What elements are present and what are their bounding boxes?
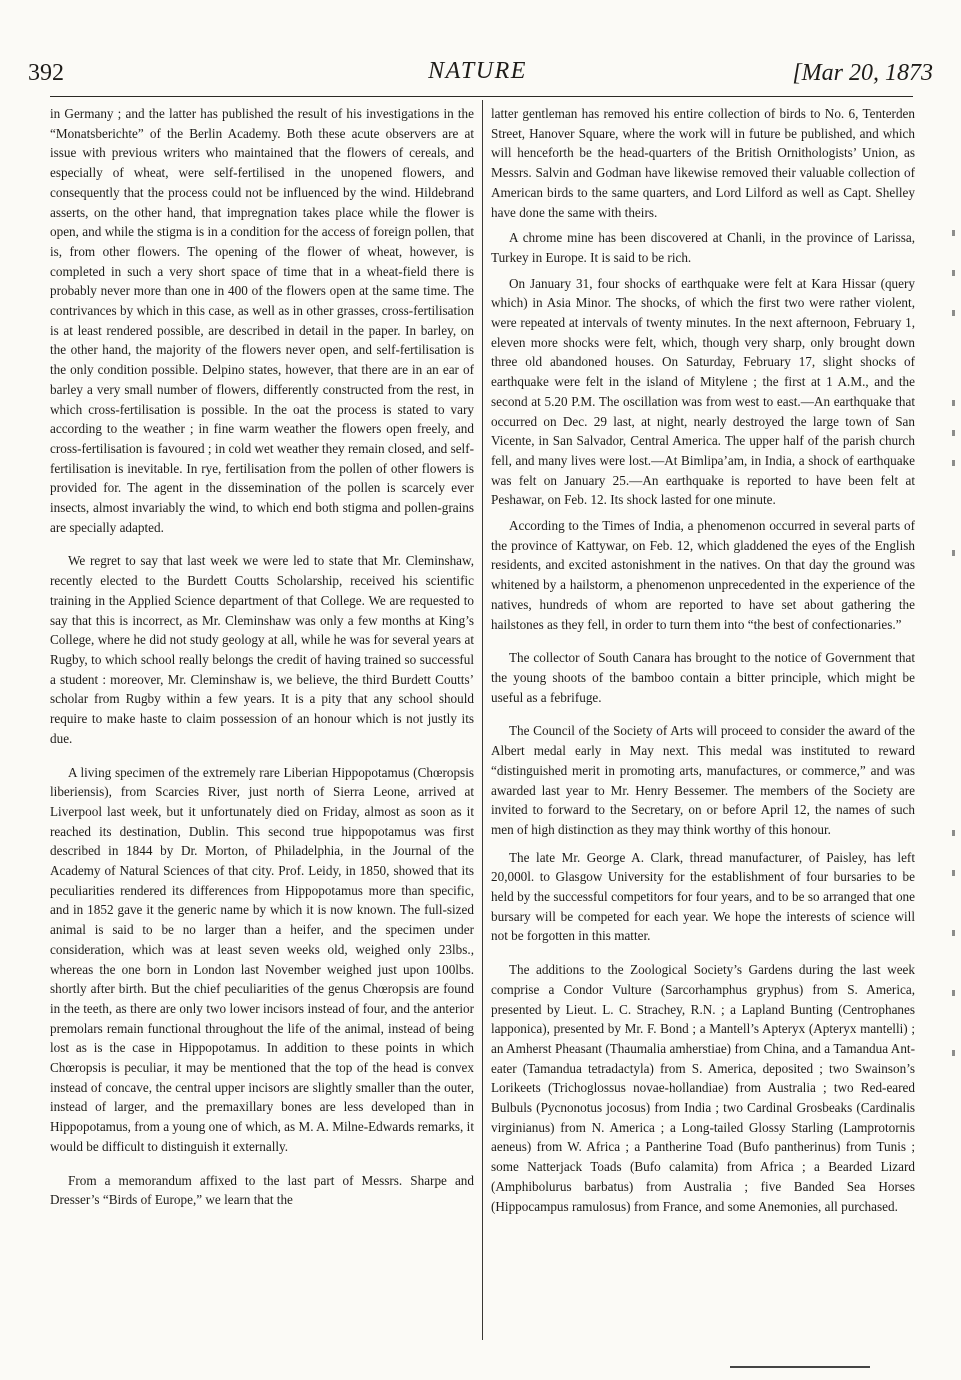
article-paragraph: A living specimen of the extremely rare Liberian Hippopotamus (Chœropsis liberiensis), from Scarcies River, just north of Sierra Leone, arrived at Liverpool last week, but it unfortunately died on Friday, almost as soon as it reached its destination, Dublin. This second true hippopotamus was first described in 1844 by Dr. Morton, of Philadelphia, in the Journal of the Academy of Natural Sciences of that city. Prof. Leidy, in 1850, showed that its peculiarities rendered its differences from Hippopotamus more than specific, and in 1852 gave it the generic name by which it is now known. The full-sized animal is said to be no larger than a heifer, and the specimen under consideration, which was at least seven weeks old, weighed only 23lbs., whereas the one born in London last November weighed just upon 100lbs. shortly after birth. But the chief peculiarities of the genus Chœropsis are found in the teeth, as there are only two lower incisors instead of four, and the anterior premolars remain functional throughout the life of the animal, instead of being lost as is the case in Hippopotamus. In addition to these points in which Chœropsis is peculiar, it may be mentioned that the top of the head is convex instead of concave, the central upper incisors are slightly smaller than the outer, instead of larger, and the premaxillary bones are less developed than in Hippopotamus, from a young one of which, as M. A. Milne-Edwards remarks, it would be difficult to distinguish it externally. [50, 764, 474, 1154]
issue-date: [Mar 20, 1873 [792, 60, 933, 86]
article-paragraph: We regret to say that last week we were led to state that Mr. Cleminshaw, recently elected to the Burdett Coutts Scholarship, received his scientific training in the Applied Science department of that College. We are requested to say that this is incorrect, as Mr. Cleminshaw was only a few months at King’s College, where he did not study geology at all, while he was for several years at Rugby, to which school really belongs the credit of having trained so successful a student : moreover, Mr. Cleminshaw is, we believe, the third Burdett Coutts’ scholar from Rugby within a few years. It is a pity that any school should require to make haste to claim possession of an honour which is not justly its due. [50, 553, 474, 746]
journal-title: NATURE [428, 58, 527, 84]
footer-rule [730, 1366, 870, 1368]
article-paragraph: A chrome mine has been discovered at Chanli, in the province of Larissa, Turkey in Europe. It is said to be rich. [491, 230, 915, 265]
column-divider [482, 100, 483, 1340]
article-paragraph: The additions to the Zoological Society’s Gardens during the last week comprise a Condor Vulture (Sarcorhamphus gryphus) from S. America, presented by Lieut. L. C. Strachey, R.N. ; a Lapland Bunting (Centrophanes lapponica), presented by Mr. F. Bond ; a Mantell’s Apteryx (Apteryx mantelli) ; an Amherst Pheasant (Thaumalia amherstiae) from China, and a Tamandua Ant-eater (Tamandua tetradactyla) from S. America, deposited ; two Swainson’s Lorikeets (Trichoglossus novae-hollandiae) from Australia ; two Red-eared Bulbuls (Pycnonotus jocosus) from India ; two Cardinal Grosbeaks (Cardinalis virginianus) from N. America ; a Long-tailed Glossy Starling (Lamprotornis aeneus) from W. Africa ; a Pantherine Toad (Bufo pantherinus) from Tunis ; some Natterjack Toads (Bufo calamita) from Africa ; a Bearded Lizard (Amphibolurus barbatus) from Australia ; five Banded Sea Horses (Hippocampus ramulosus) from France, and some Anemonies, all purchased. [491, 962, 915, 1214]
page-header [20, 58, 935, 94]
page-number: 392 [28, 60, 64, 86]
article-paragraph: latter gentleman has removed his entire collection of birds to No. 6, Tenterden Street, Hanover Square, where the work will in future be published, and which will henceforth be the head-quarters of the British Ornithologists’ Union, as Messrs. Salvin and Godman have likewise removed their valuable collection of American birds to the same quarters, and Lord Lilford as well as Capt. Shelley have done the same with theirs. [491, 106, 915, 220]
header-rule [50, 96, 913, 97]
article-paragraph: in Germany ; and the latter has published the result of his investigations in the “Monatsberichte” of the Berlin Academy. Both these acute observers are at issue with previous writers who maintained that the flowers of cereals, and especially of wheat, were self-fertilised in the unopened flowers, and consequently that the process could not be influenced by the wind. Hildebrand asserts, on the other hand, that impregnation takes place while the flower is open, and while the stigma is in a condition for the access of foreign pollen, that is, from other flowers. The opening of the flower of wheat, however, is completed in such a very short space of time that in a wheat-field there is probably never more than one in 400 of the flowers open at the same time. The contrivances by which in this case, as well as in other grasses, cross-fertilisation is at least rendered possible, are described in detail in the paper. In barley, on the other hand, the majority of the flowers never open, and self-fertilisation is the only condition possible. Delpino states, however, that there are in an ear of barley a very small number of flowers, differently constructed from the rest, in which cross-fertilisation is possible. In the oat the process is stated to vary according to the weather ; in fine warm weather the flowers open freely, and cross-fertilisation is favoured ; in cold wet weather they remain closed, and self-fertilisation is inevitable. In rye, fertilisation from the pollen of other flowers is provided for. The agent in the dissemination of the pollen is scarcely ever insects, almost invariably the wind, to which end both stigma and pollen-grains are specially adapted. [50, 106, 474, 535]
article-paragraph: The collector of South Canara has brought to the notice of Government that the young shoots of the bamboo contain a bitter principle, which might be useful as a febrifuge. [491, 650, 915, 705]
article-paragraph: The Council of the Society of Arts will proceed to consider the award of the Albert medal early in May next. This medal was instituted to reward “distinguished merit in promoting arts, manufactures, or commerce,” and was awarded last year to Mr. Henry Bessemer. The members of the Society are invited to forward to the Secretary, on or before April 12, the names of such men of high distinction as they may think worthy of this honour. [491, 723, 915, 837]
article-paragraph: According to the Times of India, a phenomenon occurred in several parts of the province of Kattywar, on Feb. 12, which gladdened the eyes of the English residents, and excited astonishment in the natives. On that day the ground was whitened by a hailstorm, a phenomenon unprecedented in the experience of the natives, hundreds of whom are reported to have set about gathering the hailstones as they fell, in order to turn them into “the best of confectionaries.” [491, 518, 915, 632]
article-paragraph: The late Mr. George A. Clark, thread manufacturer, of Paisley, has left 20,000l. to Glasgow University for the establishment of four bursaries to be held by the successful competitors for four years, and to be so arranged that one bursary will be competed for each year. We hope the interests of science will not be forgotten in this matter. [491, 849, 915, 944]
right-column [491, 104, 915, 1216]
margin-marks [952, 230, 960, 1230]
article-paragraph: On January 31, four shocks of earthquake were felt at Kara Hissar (query which) in Asia Minor. The shocks, of which the first two were rather violent, were repeated at intervals of twenty minutes. In the next afternoon, February 1, eleven more shocks were felt, which, though very sharp, only brought down three old abandoned houses. On Saturday, February 17, slight shocks of earthquake were felt in the island of Mitylene ; the first at 1 A.M., and the second at 5.20 P.M. The oscillation was from west to east.—An earthquake that occurred on Dec. 29 last, at night, nearly destroyed the large town of San Vicente, in San Salvador, Central America. The upper half of the parish church fell, and many lives were lost.—At Bimlipa’am, in India, a shock of earthquake was felt on January 25.—An earthquake is reported to have been felt at Peshawar, on Feb. 12. Its shock lasted for one minute. [491, 275, 915, 508]
left-column [50, 104, 474, 1210]
article-paragraph: From a memorandum affixed to the last part of Messrs. Sharpe and Dresser’s “Birds of Europe,” we learn that the [50, 1172, 474, 1208]
